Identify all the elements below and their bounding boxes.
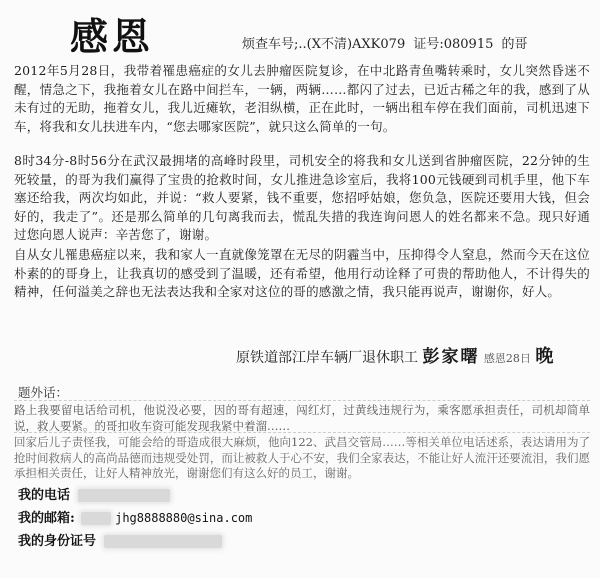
redacted-phone [78,489,170,502]
id-label: 我的身份证号 [18,534,97,549]
signature-line [236,342,553,368]
email-label: 我的邮箱: [18,511,75,526]
driver-suffix-text: 的哥 [501,37,528,52]
note-line: 回家后儿子责怪我，可能会给的哥造成很大麻烦，他向122、武昌交管局……等相关单位电话述系，表达请用为了抢时间救病人的高尚品德而违规受处罚，而让被救人于心不安，我们全家表达，不能让好人流汗还要流泪，我们愿承担相关责任，让好人精神放光，谢谢您们有这么好的员工，谢谢。 [14,432,590,482]
signature-prefix: 原铁道部江岸车辆厂退休职工 [236,350,418,366]
signature-date: 感恩28日 [483,352,531,365]
contact-id [18,530,222,549]
note-line: 路上我要留电话给司机，他说没必要，因的哥有超速，闯红灯，过黄线违规行为，乘客愿承担责任，司机却简单说，救人要紧。的哥扣收车资可能发现我紧中着溜…… [14,400,590,434]
phone-label: 我的电话 [18,488,71,503]
redacted-email-prefix [81,512,111,525]
letter-paragraph: 自从女儿罹患癌症以来，我和家人一直就像笼罩在无尽的阴霾当中，压抑得令人窒息，然而今天在这位朴素的的哥身上，让我真切的感受到了温暖，还有希望，他用行动诠释了可贵的帮助他人，不计得失的精神，任何溢美之辞也无法表达我和全家对这位的哥的感激之情，我只能再说声，谢谢你，好人。 [14,247,590,299]
signer-name: 彭家曙 [422,347,480,367]
letter-paragraph: 2012年5月28日，我带着罹患癌症的女儿去肿瘤医院复诊，在中北路青鱼嘴转乘时，女儿突然昏迷不醒，情急之下，我拖着女儿在路中间拦车，一辆，两辆……都闪了过去，已近古稀之年的我，感到了从未有过的无助，拖着女儿，我儿近瘫软，老泪纵横，正在此时，一辆出租车停在我们面前，司机迅速下车，将我和女儿扶进车内，“您去哪家医院”，就只这么简单的一句。 [14,63,590,134]
note-title: 题外话： [18,385,69,400]
email-value: jhg8888880@sina.com [115,511,253,525]
contact-phone [18,484,170,503]
contact-email [18,507,252,526]
plate-number-text: 烦查车号;..(X不清)AXK079 [242,37,406,52]
letter-title: 感恩 [70,15,155,59]
redacted-id-number [104,535,222,548]
taxi-info-line [242,33,532,52]
license-number-text: 证号:080915 [413,37,494,52]
letter-paragraph: 8时34分-8时56分在武汉最拥堵的高峰时段里，司机安全的将我和女儿送到省肿瘤医院，22分钟的生死较量，的哥为我们赢得了宝贵的抢救时间，女儿推进急诊室后，我将100元钱硬到司机手里，他下车塞还给我，两次均如此，并说：“救人要紧，钱不重要，您招呼姑娘，您负急，医院还要用大钱，但会好的，我走了”。还是那么简单的几句离我而去，慌乱失措的我连询问恩人的姓名都来不急。现只好通过您向恩人说声：辛苦您了，谢谢。 [14,153,590,242]
signature-mark: 晚 [535,346,554,367]
